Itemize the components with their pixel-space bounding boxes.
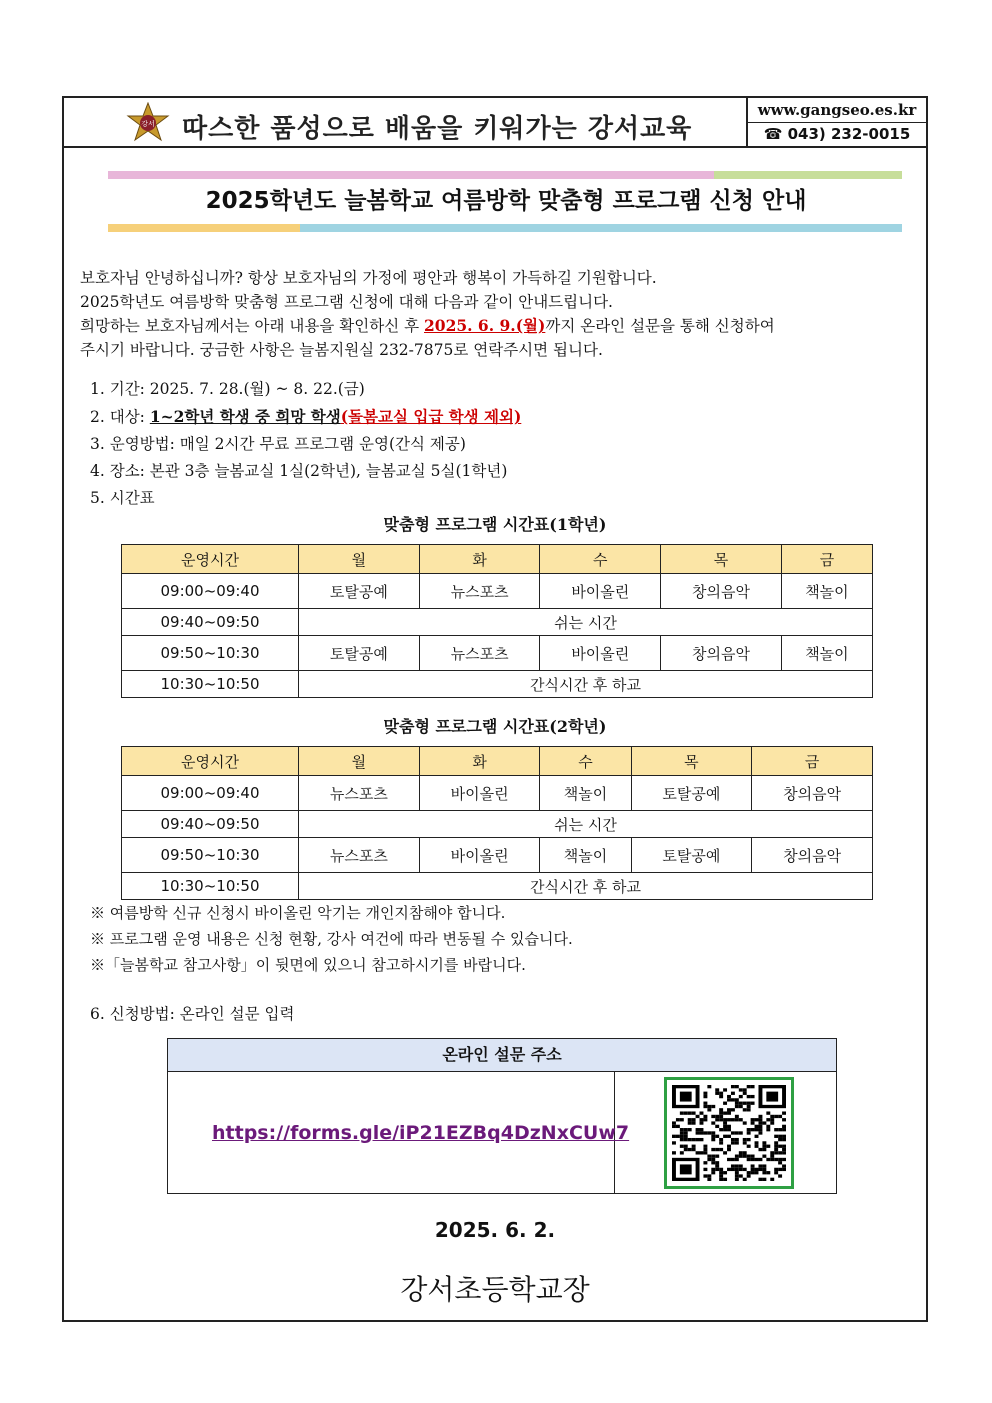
timetable2 bbox=[121, 746, 873, 900]
contact-box bbox=[746, 98, 926, 146]
target-prefix: 2. 대상: bbox=[90, 408, 150, 426]
program-cell: 책놀이 bbox=[781, 574, 872, 609]
website[interactable]: www.gangseo.es.kr bbox=[748, 98, 926, 123]
signer: 강서초등학교장 bbox=[400, 1273, 590, 1306]
program-cell: 뉴스포츠 bbox=[419, 636, 540, 671]
title-bar-top-green bbox=[714, 171, 902, 179]
header-cell: 화 bbox=[419, 545, 540, 574]
program-cell: 책놀이 bbox=[540, 776, 631, 811]
item-target bbox=[90, 403, 910, 431]
phone-number: ☎ 043) 232-0015 bbox=[763, 125, 911, 143]
letterhead bbox=[64, 98, 926, 148]
item-method: 3. 운영방법: 매일 2시간 무료 프로그램 운영(간식 제공) bbox=[90, 435, 466, 453]
header-cell: 월 bbox=[299, 545, 420, 574]
table-header-row bbox=[122, 545, 873, 574]
program-cell: 책놀이 bbox=[540, 838, 631, 873]
issue-date: 2025. 6. 2. bbox=[434, 1218, 556, 1242]
info-list bbox=[90, 376, 910, 512]
note-item: ※ 여름방학 신규 신청시 바이올린 악기는 개인지참해야 합니다. bbox=[90, 904, 506, 922]
time-cell: 09:40~09:50 bbox=[122, 609, 299, 636]
svg-text:강서: 강서 bbox=[141, 120, 155, 128]
program-cell: 뉴스포츠 bbox=[419, 574, 540, 609]
title-bar-top-pink bbox=[108, 171, 714, 179]
program-cell: 창의음악 bbox=[661, 636, 782, 671]
time-cell: 09:50~10:30 bbox=[122, 636, 299, 671]
school-emblem-icon bbox=[126, 102, 170, 142]
time-cell: 10:30~10:50 bbox=[122, 671, 299, 698]
program-cell: 창의음악 bbox=[661, 574, 782, 609]
target-main: 1~2학년 학생 중 희망 학생 bbox=[149, 407, 341, 426]
survey-table-head: 온라인 설문 주소 bbox=[168, 1039, 836, 1072]
header-cell: 목 bbox=[661, 545, 782, 574]
break-cell: 쉬는 시간 bbox=[299, 609, 873, 636]
apply-method: 6. 신청방법: 온라인 설문 입력 bbox=[90, 1005, 295, 1023]
program-cell: 바이올린 bbox=[419, 838, 540, 873]
program-cell: 토탈공예 bbox=[299, 636, 420, 671]
table-row bbox=[122, 838, 873, 873]
target-note: (돌봄교실 입급 학생 제외) bbox=[340, 407, 522, 426]
item-schedule: 5. 시간표 bbox=[90, 489, 155, 507]
header-cell: 금 bbox=[781, 545, 872, 574]
survey-link-cell bbox=[168, 1072, 630, 1194]
intro-line: 보호자님 안녕하십니까? 항상 보호자님의 가정에 평안과 행복이 가득하길 기원합니다. bbox=[80, 269, 657, 287]
time-cell: 09:00~09:40 bbox=[122, 574, 299, 609]
intro-line bbox=[80, 314, 914, 338]
note-item: ※「늘봄학교 참고사항」이 뒷면에 있으니 참고하시기를 바랍니다. bbox=[90, 956, 526, 974]
qr-code-image bbox=[672, 1085, 786, 1181]
timetable1 bbox=[121, 544, 873, 698]
time-cell: 09:40~09:50 bbox=[122, 811, 299, 838]
program-cell: 토탈공예 bbox=[631, 838, 752, 873]
header-cell: 운영시간 bbox=[122, 545, 299, 574]
time-cell: 09:00~09:40 bbox=[122, 776, 299, 811]
header-cell: 목 bbox=[631, 747, 752, 776]
header-cell: 운영시간 bbox=[122, 747, 299, 776]
title-bar-bottom-yellow bbox=[108, 224, 300, 232]
dismissal-cell: 간식시간 후 하교 bbox=[299, 873, 873, 900]
timetable2-caption: 맞춤형 프로그램 시간표(2학년) bbox=[383, 717, 607, 736]
intro-line: 2025학년도 여름방학 맞춤형 프로그램 신청에 대해 다음과 같이 안내드립니다. bbox=[80, 293, 613, 311]
dismissal-cell: 간식시간 후 하교 bbox=[299, 671, 873, 698]
time-cell: 10:30~10:50 bbox=[122, 873, 299, 900]
break-cell: 쉬는 시간 bbox=[299, 811, 873, 838]
item-place: 4. 장소: 본관 3층 늘봄교실 1실(2학년), 늘봄교실 5실(1학년) bbox=[90, 462, 508, 480]
table-row bbox=[122, 671, 873, 698]
note-item: ※ 프로그램 운영 내용은 신청 현황, 강사 여건에 따라 변동될 수 있습니다. bbox=[90, 930, 573, 948]
program-cell: 창의음악 bbox=[752, 838, 873, 873]
school-slogan: 따스한 품성으로 배움을 키워가는 강서교육 bbox=[182, 114, 693, 144]
header-cell: 화 bbox=[419, 747, 540, 776]
time-cell: 09:50~10:30 bbox=[122, 838, 299, 873]
title-bar-bottom-blue bbox=[300, 224, 902, 232]
qr-code-icon[interactable] bbox=[664, 1077, 794, 1189]
table-row bbox=[122, 811, 873, 838]
item-period: 1. 기간: 2025. 7. 28.(월) ~ 8. 22.(금) bbox=[90, 380, 365, 398]
program-cell: 바이올린 bbox=[540, 636, 661, 671]
program-cell: 바이올린 bbox=[419, 776, 540, 811]
table-header-row bbox=[122, 747, 873, 776]
header-cell: 금 bbox=[752, 747, 873, 776]
table-row bbox=[122, 873, 873, 900]
intro-line: 주시기 바랍니다. 궁금한 사항은 늘봄지원실 232-7875로 연락주시면 됩니다. bbox=[80, 341, 603, 359]
program-cell: 바이올린 bbox=[540, 574, 661, 609]
header-cell: 월 bbox=[299, 747, 420, 776]
deadline-date: 2025. 6. 9.(월) bbox=[424, 316, 546, 335]
table-row bbox=[122, 609, 873, 636]
intro-text: 희망하는 보호자님께서는 아래 내용을 확인하신 후 bbox=[80, 317, 424, 335]
header-cell: 수 bbox=[540, 747, 631, 776]
notes bbox=[90, 900, 910, 978]
program-cell: 창의음악 bbox=[752, 776, 873, 811]
document-title: 2025학년도 늘봄학교 여름방학 맞춤형 프로그램 신청 안내 bbox=[205, 188, 807, 214]
program-cell: 토탈공예 bbox=[631, 776, 752, 811]
program-cell: 뉴스포츠 bbox=[299, 838, 420, 873]
survey-link[interactable]: https://forms.gle/iP21EZBq4DzNxCUw7 bbox=[212, 1122, 630, 1144]
program-cell: 책놀이 bbox=[781, 636, 872, 671]
intro-paragraph bbox=[80, 266, 914, 362]
table-row bbox=[122, 636, 873, 671]
survey-table bbox=[167, 1038, 837, 1194]
table-row bbox=[122, 776, 873, 811]
program-cell: 뉴스포츠 bbox=[299, 776, 420, 811]
program-cell: 토탈공예 bbox=[299, 574, 420, 609]
header-cell: 수 bbox=[540, 545, 661, 574]
document-frame bbox=[62, 96, 928, 1322]
timetable1-caption: 맞춤형 프로그램 시간표(1학년) bbox=[383, 515, 607, 534]
intro-text: 까지 온라인 설문을 통해 신청하여 bbox=[545, 317, 775, 335]
table-row bbox=[122, 574, 873, 609]
